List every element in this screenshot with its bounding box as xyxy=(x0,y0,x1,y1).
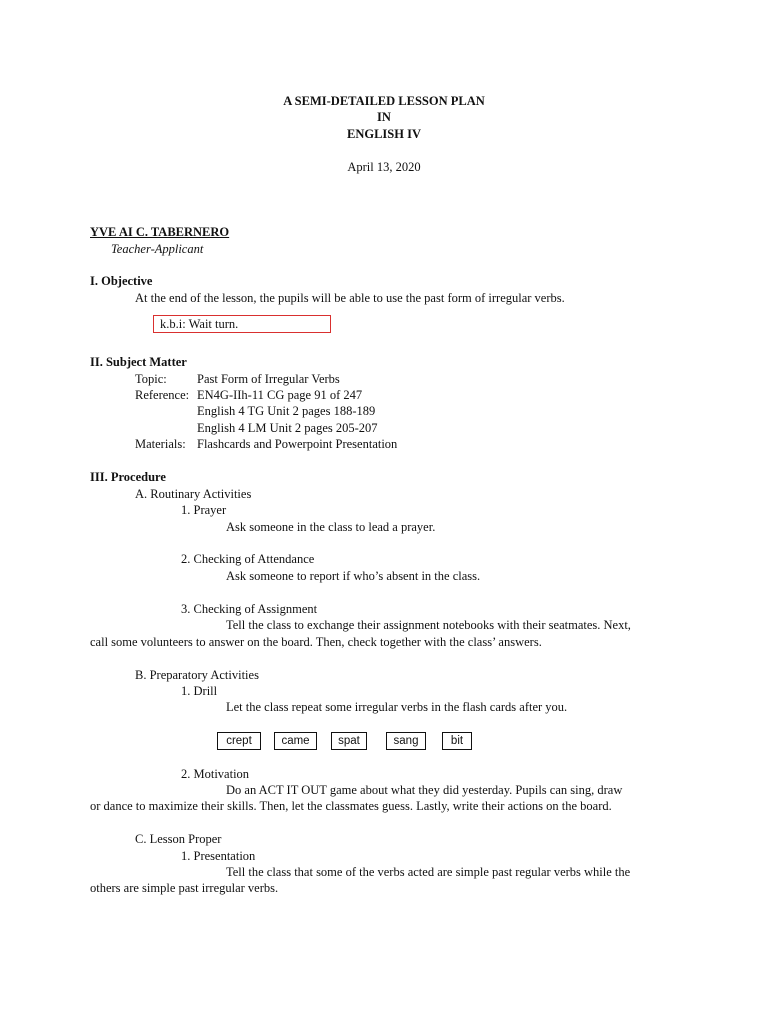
assignment-text-2: call some volunteers to answer on the board. Then, check together with the class’ answers. xyxy=(90,635,542,649)
document-title-line-1: A SEMI-DETAILED LESSON PLAN xyxy=(283,94,485,108)
prayer-step: 1. Prayer xyxy=(181,503,227,517)
flashcard: came xyxy=(274,732,317,750)
topic-value: Past Form of Irregular Verbs xyxy=(197,372,340,386)
attendance-step: 2. Checking of Attendance xyxy=(181,552,315,566)
flashcard: spat xyxy=(331,732,367,750)
topic-label: Topic: xyxy=(135,372,167,386)
flashcard: sang xyxy=(386,732,426,750)
materials-value: Flashcards and Powerpoint Presentation xyxy=(197,437,398,451)
presentation-text-1: Tell the class that some of the verbs acted are simple past regular verbs while the xyxy=(226,865,631,879)
author-name: YVE AI C. TABERNERO xyxy=(90,225,230,239)
objective-heading: I. Objective xyxy=(90,274,153,288)
motivation-text-1: Do an ACT IT OUT game about what they did yesterday. Pupils can sing, draw xyxy=(226,783,623,797)
presentation-step: 1. Presentation xyxy=(181,849,256,863)
attendance-text: Ask someone to report if who’s absent in the class. xyxy=(226,569,481,583)
preparatory-heading: B. Preparatory Activities xyxy=(135,668,259,682)
author-role: Teacher-Applicant xyxy=(111,242,204,256)
reference-item: English 4 LM Unit 2 pages 205-207 xyxy=(197,421,378,435)
lesson-proper-heading: C. Lesson Proper xyxy=(135,832,222,846)
prayer-text: Ask someone in the class to lead a prayer. xyxy=(226,520,436,534)
assignment-step: 3. Checking of Assignment xyxy=(181,602,318,616)
routinary-heading: A. Routinary Activities xyxy=(135,487,252,501)
drill-step: 1. Drill xyxy=(181,684,218,698)
document-title-line-3: ENGLISH IV xyxy=(347,127,421,141)
subject-matter-heading: II. Subject Matter xyxy=(90,355,187,369)
reference-label: Reference: xyxy=(135,388,190,402)
reference-item: English 4 TG Unit 2 pages 188-189 xyxy=(197,404,376,418)
drill-text: Let the class repeat some irregular verbs in the flash cards after you. xyxy=(226,700,568,714)
procedure-heading: III. Procedure xyxy=(90,470,166,484)
document-date: April 13, 2020 xyxy=(347,160,421,174)
flashcard: crept xyxy=(217,732,261,750)
document-title-line-2: IN xyxy=(377,110,391,124)
assignment-text-1: Tell the class to exchange their assignment notebooks with their seatmates. Next, xyxy=(226,618,631,632)
motivation-text-2: or dance to maximize their skills. Then, let the classmates guess. Lastly, write their actions on the board. xyxy=(90,799,612,813)
materials-label: Materials: xyxy=(135,437,186,451)
reference-item: EN4G-IIh-11 CG page 91 of 247 xyxy=(197,388,363,402)
presentation-text-2: others are simple past irregular verbs. xyxy=(90,881,279,895)
flashcard: bit xyxy=(442,732,472,750)
kbi-box: k.b.i: Wait turn. xyxy=(153,315,331,333)
objective-text: At the end of the lesson, the pupils will be able to use the past form of irregular verbs. xyxy=(135,291,565,305)
motivation-step: 2. Motivation xyxy=(181,767,250,781)
